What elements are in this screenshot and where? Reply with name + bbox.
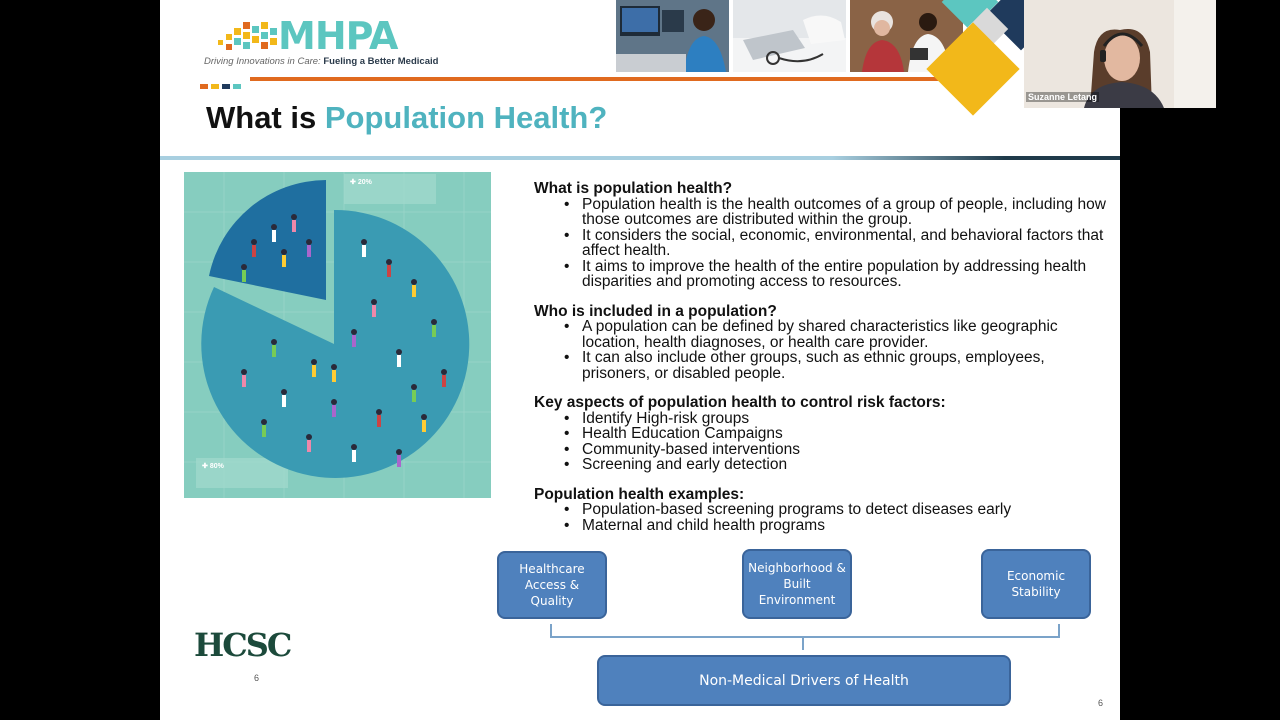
stat-top-label: ✚ 20%	[350, 179, 372, 186]
section-key-aspects	[534, 395, 1114, 473]
tagline	[204, 56, 504, 67]
page-number-left: 6	[254, 673, 260, 683]
slide-body	[534, 181, 1114, 547]
title-rule	[160, 156, 1120, 160]
section-heading: What is population health?	[534, 180, 733, 197]
bullet-item: • Screening and early detection	[534, 457, 1114, 473]
participant-name-label: Suzanne Letang	[1028, 92, 1098, 102]
bullet-item: • Population health is the health outcomes of a group of people, including how those outcomes are distributed within the group.	[534, 197, 1114, 228]
logo-wordmark: MHPA	[278, 14, 398, 58]
tagline-bold: Fueling a Better Medicaid	[323, 56, 439, 67]
bullet-item: • Community-based interventions	[534, 442, 1114, 458]
diagram-bracket	[550, 624, 1060, 638]
page-number-right: 6	[1098, 698, 1104, 708]
stat-bottom-label: ✚ 80%	[202, 463, 224, 470]
tagline-italic: Driving Innovations in Care:	[204, 56, 321, 67]
diagram-base-box: Non-Medical Drivers of Health	[597, 655, 1011, 706]
presentation-slide	[160, 0, 1120, 720]
bullet-item: • It considers the social, economic, environmental, and behavioral factors that affect health.	[534, 228, 1114, 259]
section-who-included	[534, 304, 1114, 382]
section-heading: Population health examples:	[534, 485, 745, 503]
section-heading: Who is included in a population?	[534, 302, 777, 320]
header-orange-bar	[200, 77, 960, 81]
bullet-item: • A population can be defined by shared characteristics like geographic location, health diagnoses, or health care provider.	[534, 319, 1114, 350]
bullet-item: • Population-based screening programs to detect diseases early	[534, 502, 1114, 518]
bullet-item: • Identify High-risk groups	[534, 411, 1114, 427]
diagram-box-economic: Economic Stability	[981, 549, 1091, 619]
title-accent: Population Health?	[324, 100, 608, 135]
diagram-box-neighborhood: Neighborhood & Built Environment	[742, 549, 852, 619]
bullet-item: • It aims to improve the health of the entire population by addressing health disparities and promoting access to resources.	[534, 259, 1114, 290]
slide-title	[206, 100, 607, 136]
header-bar-dots	[200, 76, 250, 82]
bullet-item: • It can also include other groups, such as ethnic groups, employees, prisoners, or disabled people.	[534, 350, 1114, 381]
hcsc-logo: HCSC	[194, 626, 291, 664]
photo-nurse-computer	[616, 0, 729, 72]
bullet-item: • Maternal and child health programs	[534, 518, 1114, 534]
population-pie-illustration	[184, 172, 491, 498]
section-what-is	[534, 181, 1114, 290]
section-heading: Key aspects of population health to control risk factors:	[534, 394, 946, 411]
participant-video-tile[interactable]	[1024, 0, 1216, 108]
section-examples	[534, 487, 1114, 534]
bullet-item: • Health Education Campaigns	[534, 426, 1114, 442]
pie-crowd-graphic	[184, 172, 491, 498]
title-prefix: What is	[206, 100, 317, 135]
diagram-bracket-tip	[802, 636, 804, 650]
diagram-box-healthcare: Healthcare Access & Quality	[497, 551, 607, 619]
photo-stethoscope-laptop	[733, 0, 846, 72]
